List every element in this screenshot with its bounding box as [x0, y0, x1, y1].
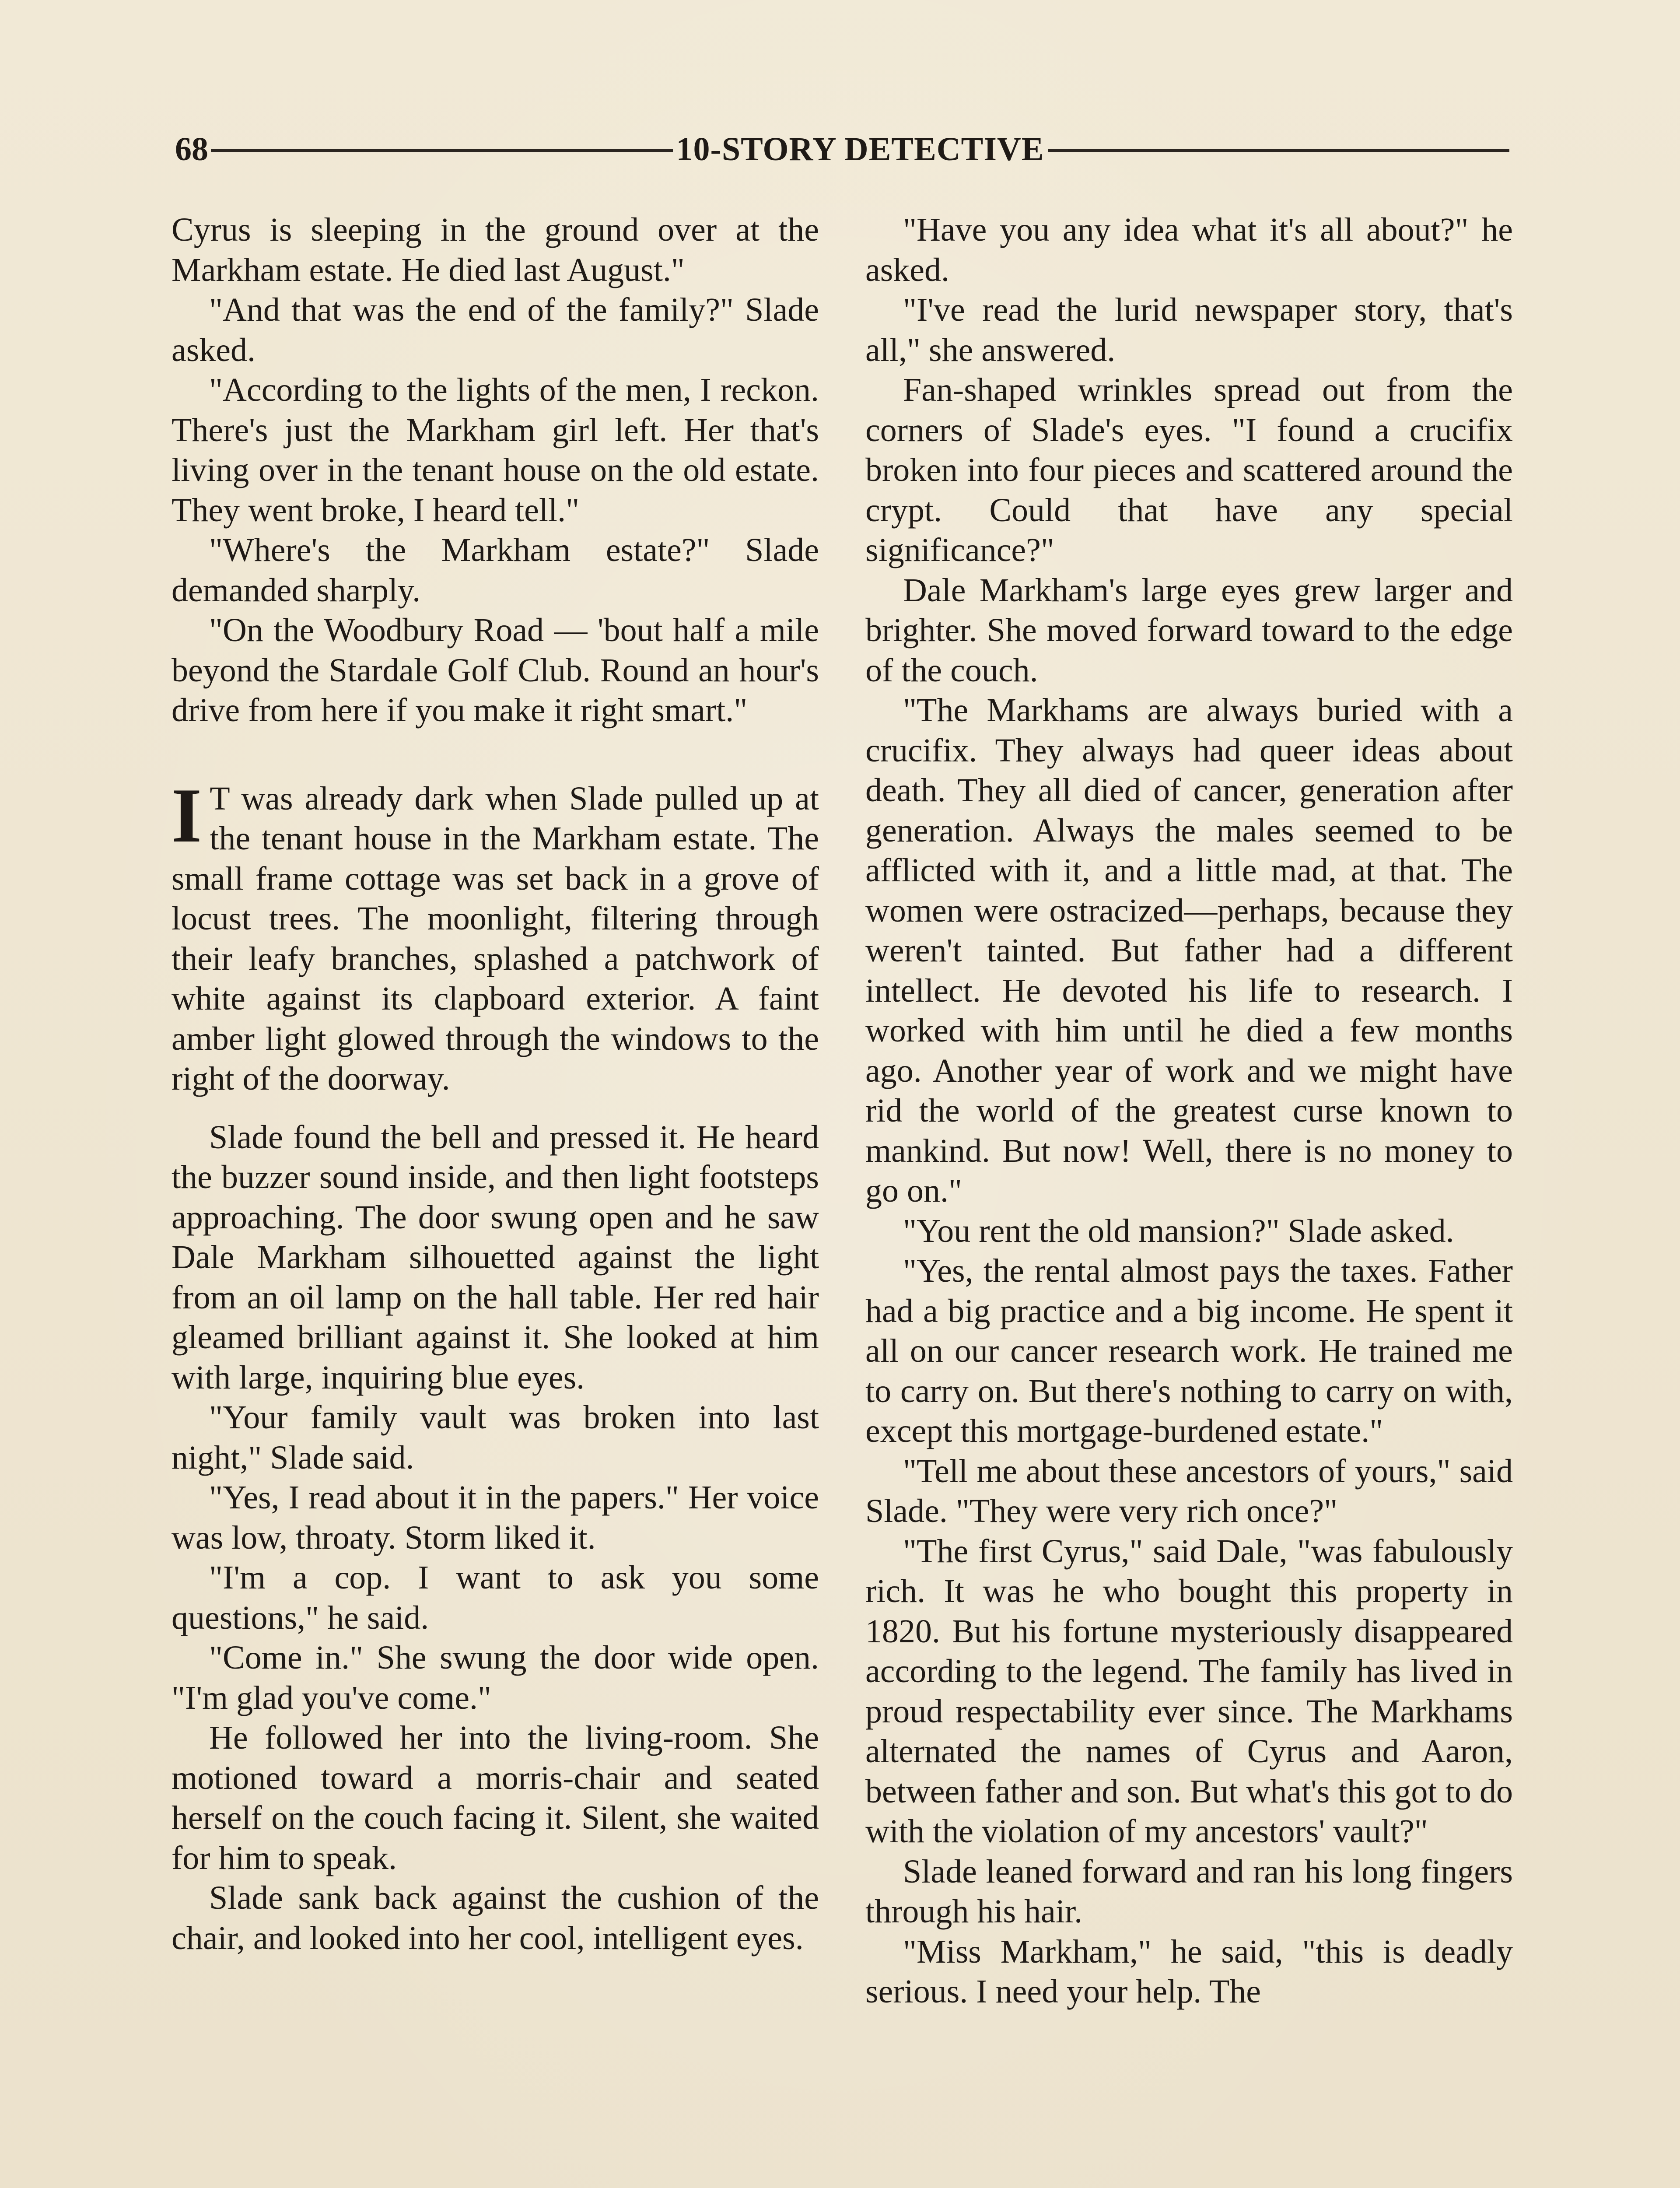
section-opening-paragraph	[172, 771, 819, 1099]
paragraph: "On the Woodbury Road — 'bout half a mile beyond the Stardale Golf Club. Round an hour's drive from here if you make it right smart."	[172, 612, 819, 729]
paragraph: "Your family vault was broken into last night," Slade said.	[172, 1399, 819, 1476]
paragraph: "Miss Markham," he said, "this is deadly serious. I need your help. The	[865, 1933, 1513, 2010]
paragraph: "I'm a cop. I want to ask you some questions," he said.	[172, 1559, 819, 1636]
running-header	[175, 125, 1509, 173]
paragraph: "Yes, the rental almost pays the taxes. Father had a big practice and a big income. He spent it all on our cancer research work. He trained me to carry on. But there's nothing to carry on with, except this mortgage-burdened estate."	[865, 1252, 1513, 1449]
paragraph: "Yes, I read about it in the papers." Her voice was low, throaty. Storm liked it.	[172, 1479, 819, 1556]
right-column	[865, 210, 1513, 2012]
paragraph: Dale Markham's large eyes grew larger and brighter. She moved forward toward to the edge of the couch.	[865, 572, 1513, 689]
paragraph: "You rent the old mansion?" Slade asked.	[903, 1212, 1454, 1249]
paragraph: "I've read the lurid newspaper story, that's all," she answered.	[865, 291, 1513, 368]
paragraph: Cyrus is sleeping in the ground over at the Markham estate. He died last August."	[172, 211, 819, 288]
paragraph: "Where's the Markham estate?" Slade demanded sharply.	[172, 532, 819, 609]
header-rule-left	[211, 149, 673, 152]
paragraph: "The Markhams are always buried with a crucifix. They always had queer ideas about death. They all died of cancer, generation after generation. Always the males seemed to be afflicted with it, and a little mad, at that. The women were ostracized—perhaps, because they weren't tainted. But father had a different intellect. He devoted his life to research. I worked with him until he died a few months ago. Another year of work and we might have rid the world of the greatest curse known to mankind. But now! Well, there is no money to go on."	[865, 692, 1513, 1209]
paragraph: Slade leaned forward and ran his long fingers through his hair.	[865, 1853, 1513, 1930]
paragraph: "Tell me about these ancestors of yours," said Slade. "They were very rich once?"	[865, 1452, 1513, 1529]
paragraph: Slade found the bell and pressed it. He heard the buzzer sound inside, and then light footsteps approaching. The door swung open and he saw Dale Markham silhouetted against the light from an oil lamp on the hall table. Her red hair gleamed brilliant against it. She looked at him with large, inquiring blue eyes.	[172, 1119, 819, 1396]
paragraph: "The first Cyrus," said Dale, "was fabulously rich. It was he who bought this property in 1820. But his fortune mysteriously disappeared according to the legend. The family has lived in proud respectability ever since. The Markhams alternated the names of Cyrus and Aaron, between father and son. But what's this got to do with the violation of my ancestors' vault?"	[865, 1532, 1513, 1850]
paragraph: Slade sank back against the cushion of the chair, and looked into her cool, intelligent eyes.	[172, 1879, 819, 1957]
header-rule-right	[1048, 149, 1510, 152]
page-number: 68	[175, 131, 208, 168]
paragraph: "Have you any idea what it's all about?" he asked.	[865, 211, 1513, 288]
magazine-title: 10-STORY DETECTIVE	[676, 131, 1044, 168]
paragraph: He followed her into the living-room. She motioned toward a morris-chair and seated herself on the couch facing it. Silent, she waited for him to speak.	[172, 1719, 819, 1876]
drop-cap: I	[172, 771, 202, 859]
paragraph: "Come in." She swung the door wide open. "I'm glad you've come."	[172, 1639, 819, 1716]
paragraph: "According to the lights of the men, I reckon. There's just the Markham girl left. Her that's living over in the tenant house on the old estate. They went broke, I heard tell."	[172, 372, 819, 529]
paragraph: "And that was the end of the family?" Slade asked.	[172, 291, 819, 368]
left-column	[172, 210, 819, 1958]
section-opening-text: T was already dark when Slade pulled up at the tenant house in the Markham estate. The small frame cottage was set back in a grove of locust trees. The moonlight, filtering through their leafy branches, splashed a patchwork of white against its clapboard exterior. A faint amber light glowed through the windows to the right of the doorway.	[172, 780, 819, 1097]
paragraph: Fan-shaped wrinkles spread out from the corners of Slade's eyes. "I found a crucifix broken into four pieces and scattered around the crypt. Could that have any special significance?"	[865, 372, 1513, 568]
